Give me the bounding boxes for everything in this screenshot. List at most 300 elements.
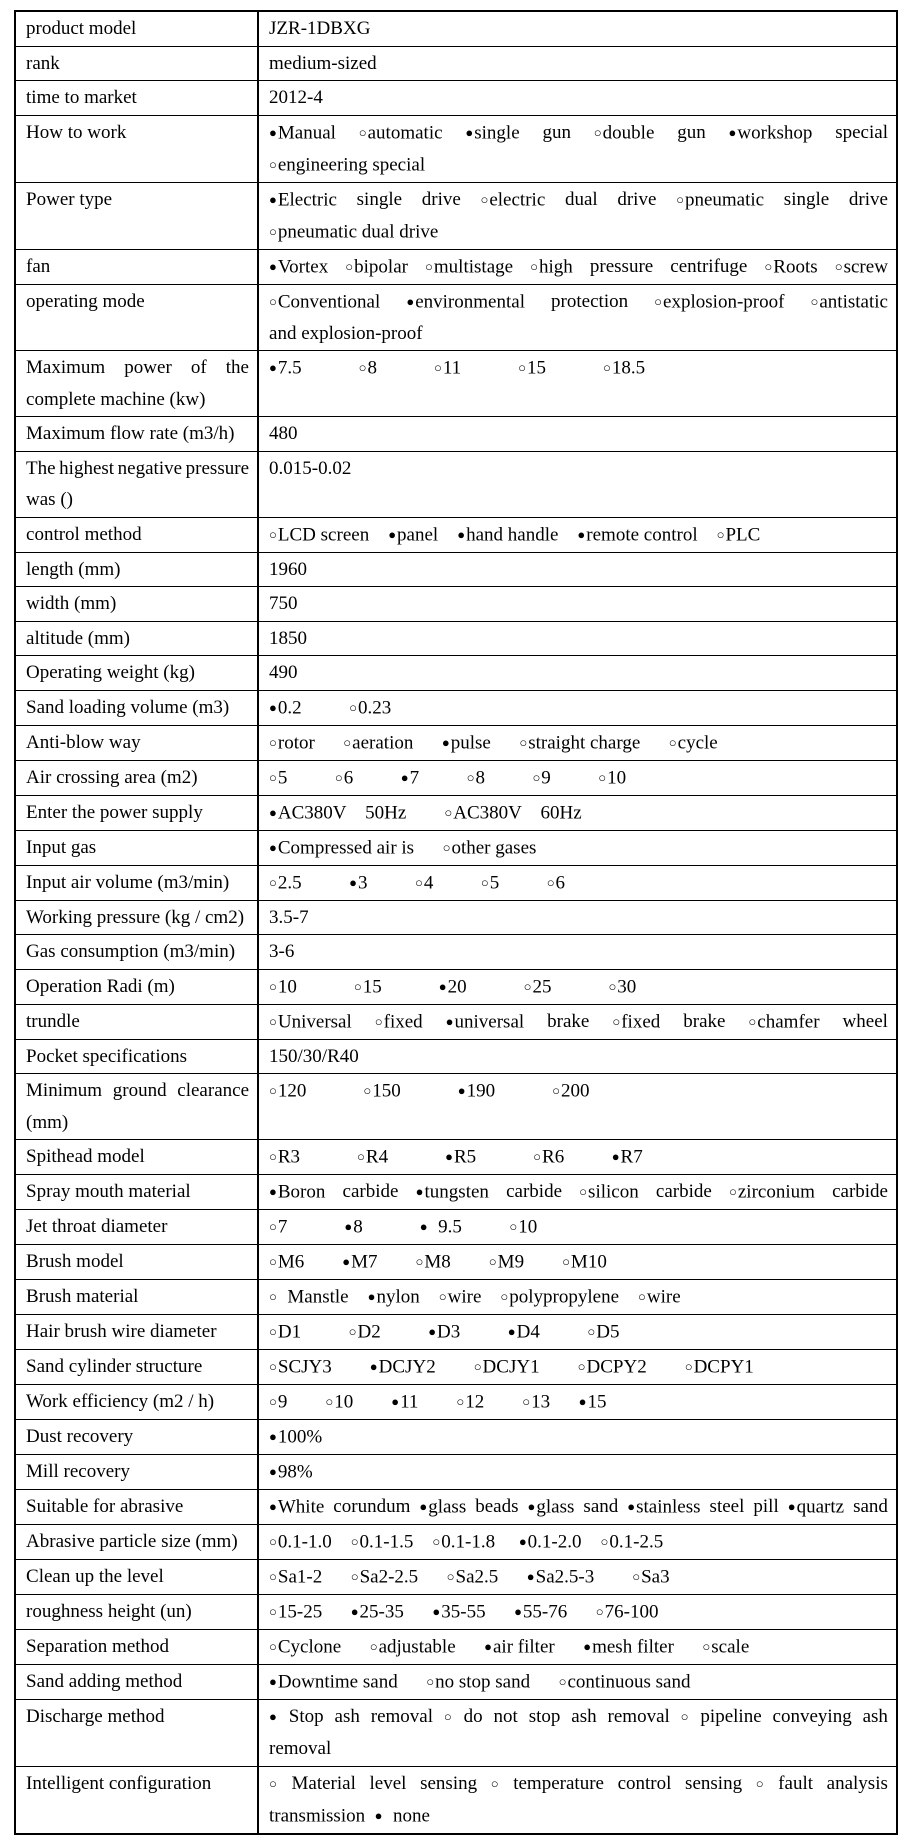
table-row xyxy=(16,1349,896,1384)
filled-radio-glyph: ● xyxy=(518,1534,528,1549)
word: ○fixed xyxy=(374,1011,423,1032)
empty-radio-glyph: ○ xyxy=(603,360,612,375)
word: ●Boron xyxy=(269,1181,326,1203)
word: sensing xyxy=(685,1772,743,1794)
spec-value-cell xyxy=(259,901,896,935)
word: the xyxy=(225,357,249,378)
word: fault xyxy=(778,1772,813,1794)
spec-label-cell xyxy=(16,1140,259,1174)
filled-radio-glyph: ● xyxy=(507,1324,517,1339)
spec-value-line: ●100% xyxy=(269,1426,323,1448)
spec-label-line: Brush material xyxy=(26,1286,139,1307)
word xyxy=(681,1701,690,1733)
word: protection xyxy=(551,290,629,312)
filled-radio-glyph: ● xyxy=(391,1394,401,1409)
spec-value-cell xyxy=(259,250,896,284)
empty-radio-glyph: ○ xyxy=(834,258,844,274)
empty-radio-glyph: ○ xyxy=(523,978,533,994)
spec-label-line: complete machine (kw) xyxy=(26,388,206,410)
spec-value-line: ○R3 ○R4 ●R5 ○R6 ●R7 xyxy=(269,1146,643,1168)
word xyxy=(269,1701,278,1733)
empty-radio-glyph: ○ xyxy=(350,1534,360,1549)
word: Material xyxy=(291,1772,356,1794)
empty-radio-glyph: ○ xyxy=(269,1083,278,1098)
spec-value-cell xyxy=(259,622,896,656)
spec-label-cell xyxy=(16,796,259,830)
word: drive xyxy=(848,188,888,210)
filled-radio-glyph: ● xyxy=(349,874,358,890)
empty-radio-glyph: ○ xyxy=(632,1569,642,1584)
spec-value-cell xyxy=(259,183,896,249)
filled-radio-glyph: ● xyxy=(415,1184,425,1199)
word: single xyxy=(783,188,830,210)
spec-label-line: Spithead model xyxy=(26,1146,145,1167)
spec-value-line: ○Cyclone ○adjustable ●air filter ●mesh filter ○scale xyxy=(269,1636,750,1658)
empty-radio-glyph: ○ xyxy=(443,1709,453,1724)
spec-label-cell xyxy=(16,1455,259,1489)
empty-radio-glyph: ○ xyxy=(728,1184,738,1199)
empty-radio-glyph: ○ xyxy=(456,1394,466,1409)
spec-label-line: Suitable for abrasive xyxy=(26,1496,184,1517)
spec-label-cell xyxy=(16,183,259,249)
spec-label-cell xyxy=(16,116,259,182)
empty-radio-glyph: ○ xyxy=(425,258,434,274)
filled-radio-glyph: ● xyxy=(269,360,278,375)
spec-value-cell xyxy=(259,691,896,725)
empty-radio-glyph: ○ xyxy=(269,1149,278,1164)
spec-label-line: Pocket specifications xyxy=(26,1045,187,1067)
spec-value-line: 150/30/R40 xyxy=(269,1045,359,1067)
word: pressure xyxy=(185,457,249,479)
filled-radio-glyph: ● xyxy=(342,1254,352,1269)
word: ash xyxy=(571,1706,597,1727)
word: ●White xyxy=(269,1496,325,1518)
filled-radio-glyph: ● xyxy=(577,526,587,542)
table-row xyxy=(16,655,896,690)
word: ○antistatic xyxy=(810,291,888,312)
filled-radio-glyph: ● xyxy=(269,1674,278,1689)
spec-value-cell xyxy=(259,1175,896,1209)
spec-label-cell xyxy=(16,970,259,1004)
word: pill xyxy=(753,1496,779,1517)
empty-radio-glyph: ○ xyxy=(702,1639,712,1654)
spec-value-line: ○2.5 ●3 ○4 ○5 ○6 xyxy=(269,872,566,893)
spec-value-line: 750 xyxy=(269,593,298,614)
filled-radio-glyph: ● xyxy=(457,526,467,542)
filled-radio-glyph: ● xyxy=(406,293,416,309)
table-row xyxy=(16,760,896,795)
spec-label-cell xyxy=(16,831,259,865)
word: dual xyxy=(564,188,598,210)
empty-radio-glyph: ○ xyxy=(269,1359,278,1374)
spec-value-line xyxy=(269,1176,888,1208)
empty-radio-glyph: ○ xyxy=(519,734,529,750)
spec-value-line: ○0.1-1.0 ○0.1-1.5 ○0.1-1.8 ●0.1-2.0 ○0.1-2.5 xyxy=(269,1531,664,1553)
empty-radio-glyph: ○ xyxy=(480,191,490,207)
spec-label-cell xyxy=(16,518,259,552)
word: level xyxy=(369,1772,407,1794)
spec-value-line: 480 xyxy=(269,423,298,444)
spec-label-line: product model xyxy=(26,18,137,39)
spec-label-line: fan xyxy=(26,255,51,277)
word: temperature xyxy=(513,1772,604,1794)
filled-radio-glyph: ● xyxy=(445,1013,455,1029)
spec-label-cell xyxy=(16,1630,259,1664)
table-row xyxy=(16,416,896,451)
word: ○electric xyxy=(480,189,546,210)
word: single xyxy=(356,188,403,210)
spec-value-cell xyxy=(259,1210,896,1244)
word: ○silicon xyxy=(579,1181,639,1203)
spec-value-cell xyxy=(259,1490,896,1524)
table-row xyxy=(16,115,896,182)
spec-label-line xyxy=(26,453,249,485)
empty-radio-glyph: ○ xyxy=(349,699,358,715)
spec-value-line: ○SCJY3 ●DCJY2 ○DCJY1 ○DCPY2 ○DCPY1 xyxy=(269,1356,754,1378)
empty-radio-glyph: ○ xyxy=(558,1674,568,1689)
filled-radio-glyph: ● xyxy=(344,1219,354,1234)
word: of xyxy=(190,357,207,378)
spec-label-line: Hair brush wire diameter xyxy=(26,1321,217,1342)
filled-radio-glyph: ● xyxy=(428,1324,438,1339)
empty-radio-glyph: ○ xyxy=(269,1775,278,1791)
table-row xyxy=(16,1629,896,1664)
table-row xyxy=(16,1594,896,1629)
spec-value-line: ●98% xyxy=(269,1461,313,1483)
spec-label-line xyxy=(26,1075,249,1107)
table-row xyxy=(16,1524,896,1559)
spec-value-line: ○Sa1-2 ○Sa2-2.5 ○Sa2.5 ●Sa2.5-3 ○Sa3 xyxy=(269,1566,670,1588)
spec-label-line: length (mm) xyxy=(26,558,121,580)
spec-label-line: Air crossing area (m2) xyxy=(26,766,198,788)
spec-value-cell xyxy=(259,587,896,621)
empty-radio-glyph: ○ xyxy=(358,360,368,375)
spec-value-line xyxy=(269,251,888,283)
word: ●tungsten xyxy=(415,1181,489,1203)
spec-label-line: Maximum flow rate (m3/h) xyxy=(26,423,235,444)
empty-radio-glyph: ○ xyxy=(668,734,678,750)
empty-radio-glyph: ○ xyxy=(755,1775,765,1791)
empty-radio-glyph: ○ xyxy=(414,874,424,890)
empty-radio-glyph: ○ xyxy=(374,1013,384,1029)
spec-value-cell xyxy=(259,417,896,451)
empty-radio-glyph: ○ xyxy=(334,769,344,785)
table-row xyxy=(16,586,896,621)
spec-value-cell xyxy=(259,12,896,46)
word: ○screw xyxy=(834,256,888,277)
empty-radio-glyph: ○ xyxy=(269,223,278,239)
empty-radio-glyph: ○ xyxy=(518,360,527,375)
empty-radio-glyph: ○ xyxy=(562,1254,571,1269)
empty-radio-glyph: ○ xyxy=(680,1709,690,1724)
table-row xyxy=(16,1419,896,1454)
spec-label-cell xyxy=(16,553,259,587)
spec-value-cell xyxy=(259,1140,896,1174)
empty-radio-glyph: ○ xyxy=(269,1604,278,1619)
word: analysis xyxy=(826,1772,888,1794)
word: pipeline xyxy=(700,1706,762,1727)
empty-radio-glyph: ○ xyxy=(654,293,664,309)
word: ○zirconium xyxy=(728,1181,815,1203)
spec-label-cell xyxy=(16,587,259,621)
empty-radio-glyph: ○ xyxy=(579,1184,589,1199)
spec-value-line xyxy=(269,1006,888,1038)
word: ○multistage xyxy=(425,256,514,277)
spec-value-line: 1850 xyxy=(269,627,307,649)
word: ●Manual xyxy=(269,122,336,143)
empty-radio-glyph: ○ xyxy=(500,1289,510,1304)
spec-label-line: Discharge method xyxy=(26,1706,165,1727)
empty-radio-glyph: ○ xyxy=(353,978,363,994)
word: ●workshop xyxy=(728,122,813,143)
empty-radio-glyph: ○ xyxy=(369,1639,379,1654)
spec-label-cell xyxy=(16,1767,259,1833)
empty-radio-glyph: ○ xyxy=(444,804,454,820)
spec-label-cell xyxy=(16,1490,259,1524)
word: conveying xyxy=(772,1706,852,1727)
empty-radio-glyph: ○ xyxy=(446,1569,456,1584)
filled-radio-glyph: ● xyxy=(728,124,738,140)
spec-label-cell xyxy=(16,691,259,725)
empty-radio-glyph: ○ xyxy=(600,1534,610,1549)
spec-value-cell xyxy=(259,796,896,830)
empty-radio-glyph: ○ xyxy=(426,1674,436,1689)
spec-value-cell xyxy=(259,866,896,900)
spec-value-cell xyxy=(259,518,896,552)
table-row xyxy=(16,1664,896,1699)
filled-radio-glyph: ● xyxy=(269,839,278,855)
spec-label-line: Sand cylinder structure xyxy=(26,1356,203,1377)
empty-radio-glyph: ○ xyxy=(269,1324,278,1339)
spec-label-cell xyxy=(16,417,259,451)
spec-value-cell xyxy=(259,285,896,351)
word: Stop xyxy=(288,1706,324,1727)
word: highest xyxy=(59,457,115,479)
filled-radio-glyph: ● xyxy=(269,1429,278,1444)
spec-label-line: Operating weight (kg) xyxy=(26,662,195,683)
empty-radio-glyph: ○ xyxy=(598,769,608,785)
spec-label-line: rank xyxy=(26,52,60,74)
word xyxy=(756,1768,765,1800)
word: ●glass xyxy=(527,1496,575,1518)
spec-label-line: Anti-blow way xyxy=(26,731,141,753)
word: wheel xyxy=(842,1010,888,1032)
spec-value-line: ○pneumatic dual drive xyxy=(269,221,439,242)
spec-value-line: ○120 ○150 ●190 ○200 xyxy=(269,1080,590,1102)
spec-value-cell xyxy=(259,1005,896,1039)
spec-label-cell xyxy=(16,622,259,656)
filled-radio-glyph: ● xyxy=(269,258,278,274)
word: gun xyxy=(542,121,571,143)
spec-value-cell xyxy=(259,831,896,865)
table-row xyxy=(16,621,896,656)
empty-radio-glyph: ○ xyxy=(343,734,353,750)
word: brake xyxy=(683,1010,726,1032)
filled-radio-glyph: ● xyxy=(269,1464,278,1479)
word: ○high xyxy=(530,256,573,277)
table-row xyxy=(16,350,896,416)
spec-label-line: Input air volume (m3/min) xyxy=(26,871,230,893)
spec-value-cell xyxy=(259,1665,896,1699)
empty-radio-glyph: ○ xyxy=(438,1289,448,1304)
spec-label-cell xyxy=(16,1420,259,1454)
table-row xyxy=(16,1279,896,1314)
table-row xyxy=(16,1314,896,1349)
spec-value-cell xyxy=(259,1455,896,1489)
spec-label-cell xyxy=(16,866,259,900)
word: carbide xyxy=(342,1181,399,1202)
spec-value-line xyxy=(269,184,888,216)
empty-radio-glyph: ○ xyxy=(269,1569,278,1584)
word: ○pneumatic xyxy=(676,189,765,210)
spec-label-line xyxy=(26,352,249,384)
filled-radio-glyph: ● xyxy=(269,1499,278,1514)
filled-radio-glyph: ● xyxy=(457,1083,467,1098)
spec-value-line: 1960 xyxy=(269,558,307,580)
spec-value-line: 3-6 xyxy=(269,941,295,962)
word: removal xyxy=(370,1706,433,1727)
spec-value-line: medium-sized xyxy=(269,52,377,74)
spec-label-line: Sand adding method xyxy=(26,1671,183,1692)
spec-label-line: Operation Radi (m) xyxy=(26,975,175,997)
word: control xyxy=(617,1772,672,1794)
spec-value-line: and explosion-proof xyxy=(269,322,423,344)
empty-radio-glyph: ○ xyxy=(764,258,774,274)
empty-radio-glyph: ○ xyxy=(612,1013,622,1029)
empty-radio-glyph: ○ xyxy=(357,1149,366,1164)
empty-radio-glyph: ○ xyxy=(358,124,368,140)
spec-value-line: ○9 ○10 ●11 ○12 ○13 ●15 xyxy=(269,1391,607,1413)
empty-radio-glyph: ○ xyxy=(716,526,726,542)
spec-value-cell xyxy=(259,1700,896,1766)
empty-radio-glyph: ○ xyxy=(587,1324,597,1339)
spec-value-line: 490 xyxy=(269,662,298,683)
spec-label-cell xyxy=(16,1040,259,1074)
spec-label-cell xyxy=(16,726,259,760)
word: ○Roots xyxy=(764,256,818,277)
filled-radio-glyph: ● xyxy=(514,1604,523,1619)
filled-radio-glyph: ● xyxy=(419,1499,429,1514)
table-row xyxy=(16,900,896,935)
table-row xyxy=(16,690,896,725)
spec-value-cell xyxy=(259,1595,896,1629)
empty-radio-glyph: ○ xyxy=(810,293,820,309)
filled-radio-glyph: ● xyxy=(484,1639,493,1654)
table-row xyxy=(16,552,896,587)
word: sand xyxy=(853,1496,888,1517)
table-row xyxy=(16,1209,896,1244)
spec-label-line: time to market xyxy=(26,87,137,108)
empty-radio-glyph: ○ xyxy=(350,1569,360,1584)
spec-value-cell xyxy=(259,1420,896,1454)
spec-value-line: ○5 ○6 ●7 ○8 ○9 ○10 xyxy=(269,767,627,788)
table-row xyxy=(16,1766,896,1833)
table-row xyxy=(16,284,896,351)
table-row xyxy=(16,1244,896,1279)
spec-value-cell xyxy=(259,1560,896,1594)
word: carbide xyxy=(506,1181,562,1202)
filled-radio-glyph: ● xyxy=(350,1604,360,1619)
word: ●Vortex xyxy=(269,256,329,277)
empty-radio-glyph: ○ xyxy=(269,156,278,172)
filled-radio-glyph: ● xyxy=(269,699,278,715)
word: ●single xyxy=(465,122,520,143)
filled-radio-glyph: ● xyxy=(578,1394,588,1409)
spec-label-cell xyxy=(16,1005,259,1039)
spec-value-cell xyxy=(259,1525,896,1559)
spec-label-line: Enter the power supply xyxy=(26,801,203,823)
word: clearance xyxy=(177,1080,249,1101)
spec-label-cell xyxy=(16,1595,259,1629)
table-row xyxy=(16,182,896,249)
word: ○explosion-proof xyxy=(654,291,785,312)
word: ○chamfer xyxy=(748,1011,820,1032)
word: gun xyxy=(677,121,706,143)
filled-radio-glyph: ● xyxy=(441,734,451,750)
table-row xyxy=(16,934,896,969)
spec-value-line: ●AC380V 50Hz ○AC380V 60Hz xyxy=(269,802,582,823)
empty-radio-glyph: ○ xyxy=(490,1775,500,1791)
spec-value-line: ○ Manstle ●nylon ○wire ○polypropylene ○wire xyxy=(269,1286,681,1308)
word: centrifuge xyxy=(670,255,748,277)
word: ○fixed xyxy=(612,1011,661,1032)
empty-radio-glyph: ○ xyxy=(269,1219,278,1234)
empty-radio-glyph: ○ xyxy=(269,1013,278,1029)
word: ●stainless xyxy=(627,1496,701,1518)
word: power xyxy=(124,357,172,378)
spec-label-line: Intelligent configuration xyxy=(26,1772,212,1794)
filled-radio-glyph: ● xyxy=(400,769,410,785)
empty-radio-glyph: ○ xyxy=(345,258,355,274)
table-row xyxy=(16,1039,896,1074)
spec-value-cell xyxy=(259,970,896,1004)
spec-label-line: operating mode xyxy=(26,290,145,312)
table-row xyxy=(16,1073,896,1139)
word: special xyxy=(835,121,888,143)
empty-radio-glyph: ○ xyxy=(269,769,278,785)
word: corundum xyxy=(333,1496,411,1517)
spec-label-line: How to work xyxy=(26,121,127,143)
filled-radio-glyph: ● xyxy=(367,1289,377,1304)
word xyxy=(269,1768,278,1800)
spec-value-line: ●0.2 ○0.23 xyxy=(269,697,392,718)
spec-value-line: ○rotor ○aeration ●pulse ○straight charge ○cycle xyxy=(269,732,718,753)
spec-label-cell xyxy=(16,935,259,969)
spec-label-cell xyxy=(16,1385,259,1419)
word: stop xyxy=(528,1706,561,1727)
spec-label-cell xyxy=(16,285,259,351)
spec-value-cell xyxy=(259,1315,896,1349)
word: Minimum xyxy=(26,1080,103,1101)
filled-radio-glyph: ● xyxy=(465,124,475,140)
table-row xyxy=(16,969,896,1004)
spec-value-cell xyxy=(259,726,896,760)
spec-label-cell xyxy=(16,1350,259,1384)
spec-value-line xyxy=(269,1701,888,1733)
word: Maximum xyxy=(26,357,106,378)
word: pressure xyxy=(589,255,654,277)
spec-value-line: ○D1 ○D2 ●D3 ●D4 ○D5 xyxy=(269,1321,620,1343)
filled-radio-glyph: ● xyxy=(438,978,448,994)
word: ●environmental xyxy=(406,291,525,312)
spec-value-cell xyxy=(259,1040,896,1074)
word: ○double xyxy=(593,122,655,143)
word xyxy=(444,1701,453,1733)
empty-radio-glyph: ○ xyxy=(269,978,278,994)
word: ○bipolar xyxy=(345,256,408,277)
spec-label-line: Gas consumption (m3/min) xyxy=(26,941,236,962)
spec-label-cell xyxy=(16,656,259,690)
